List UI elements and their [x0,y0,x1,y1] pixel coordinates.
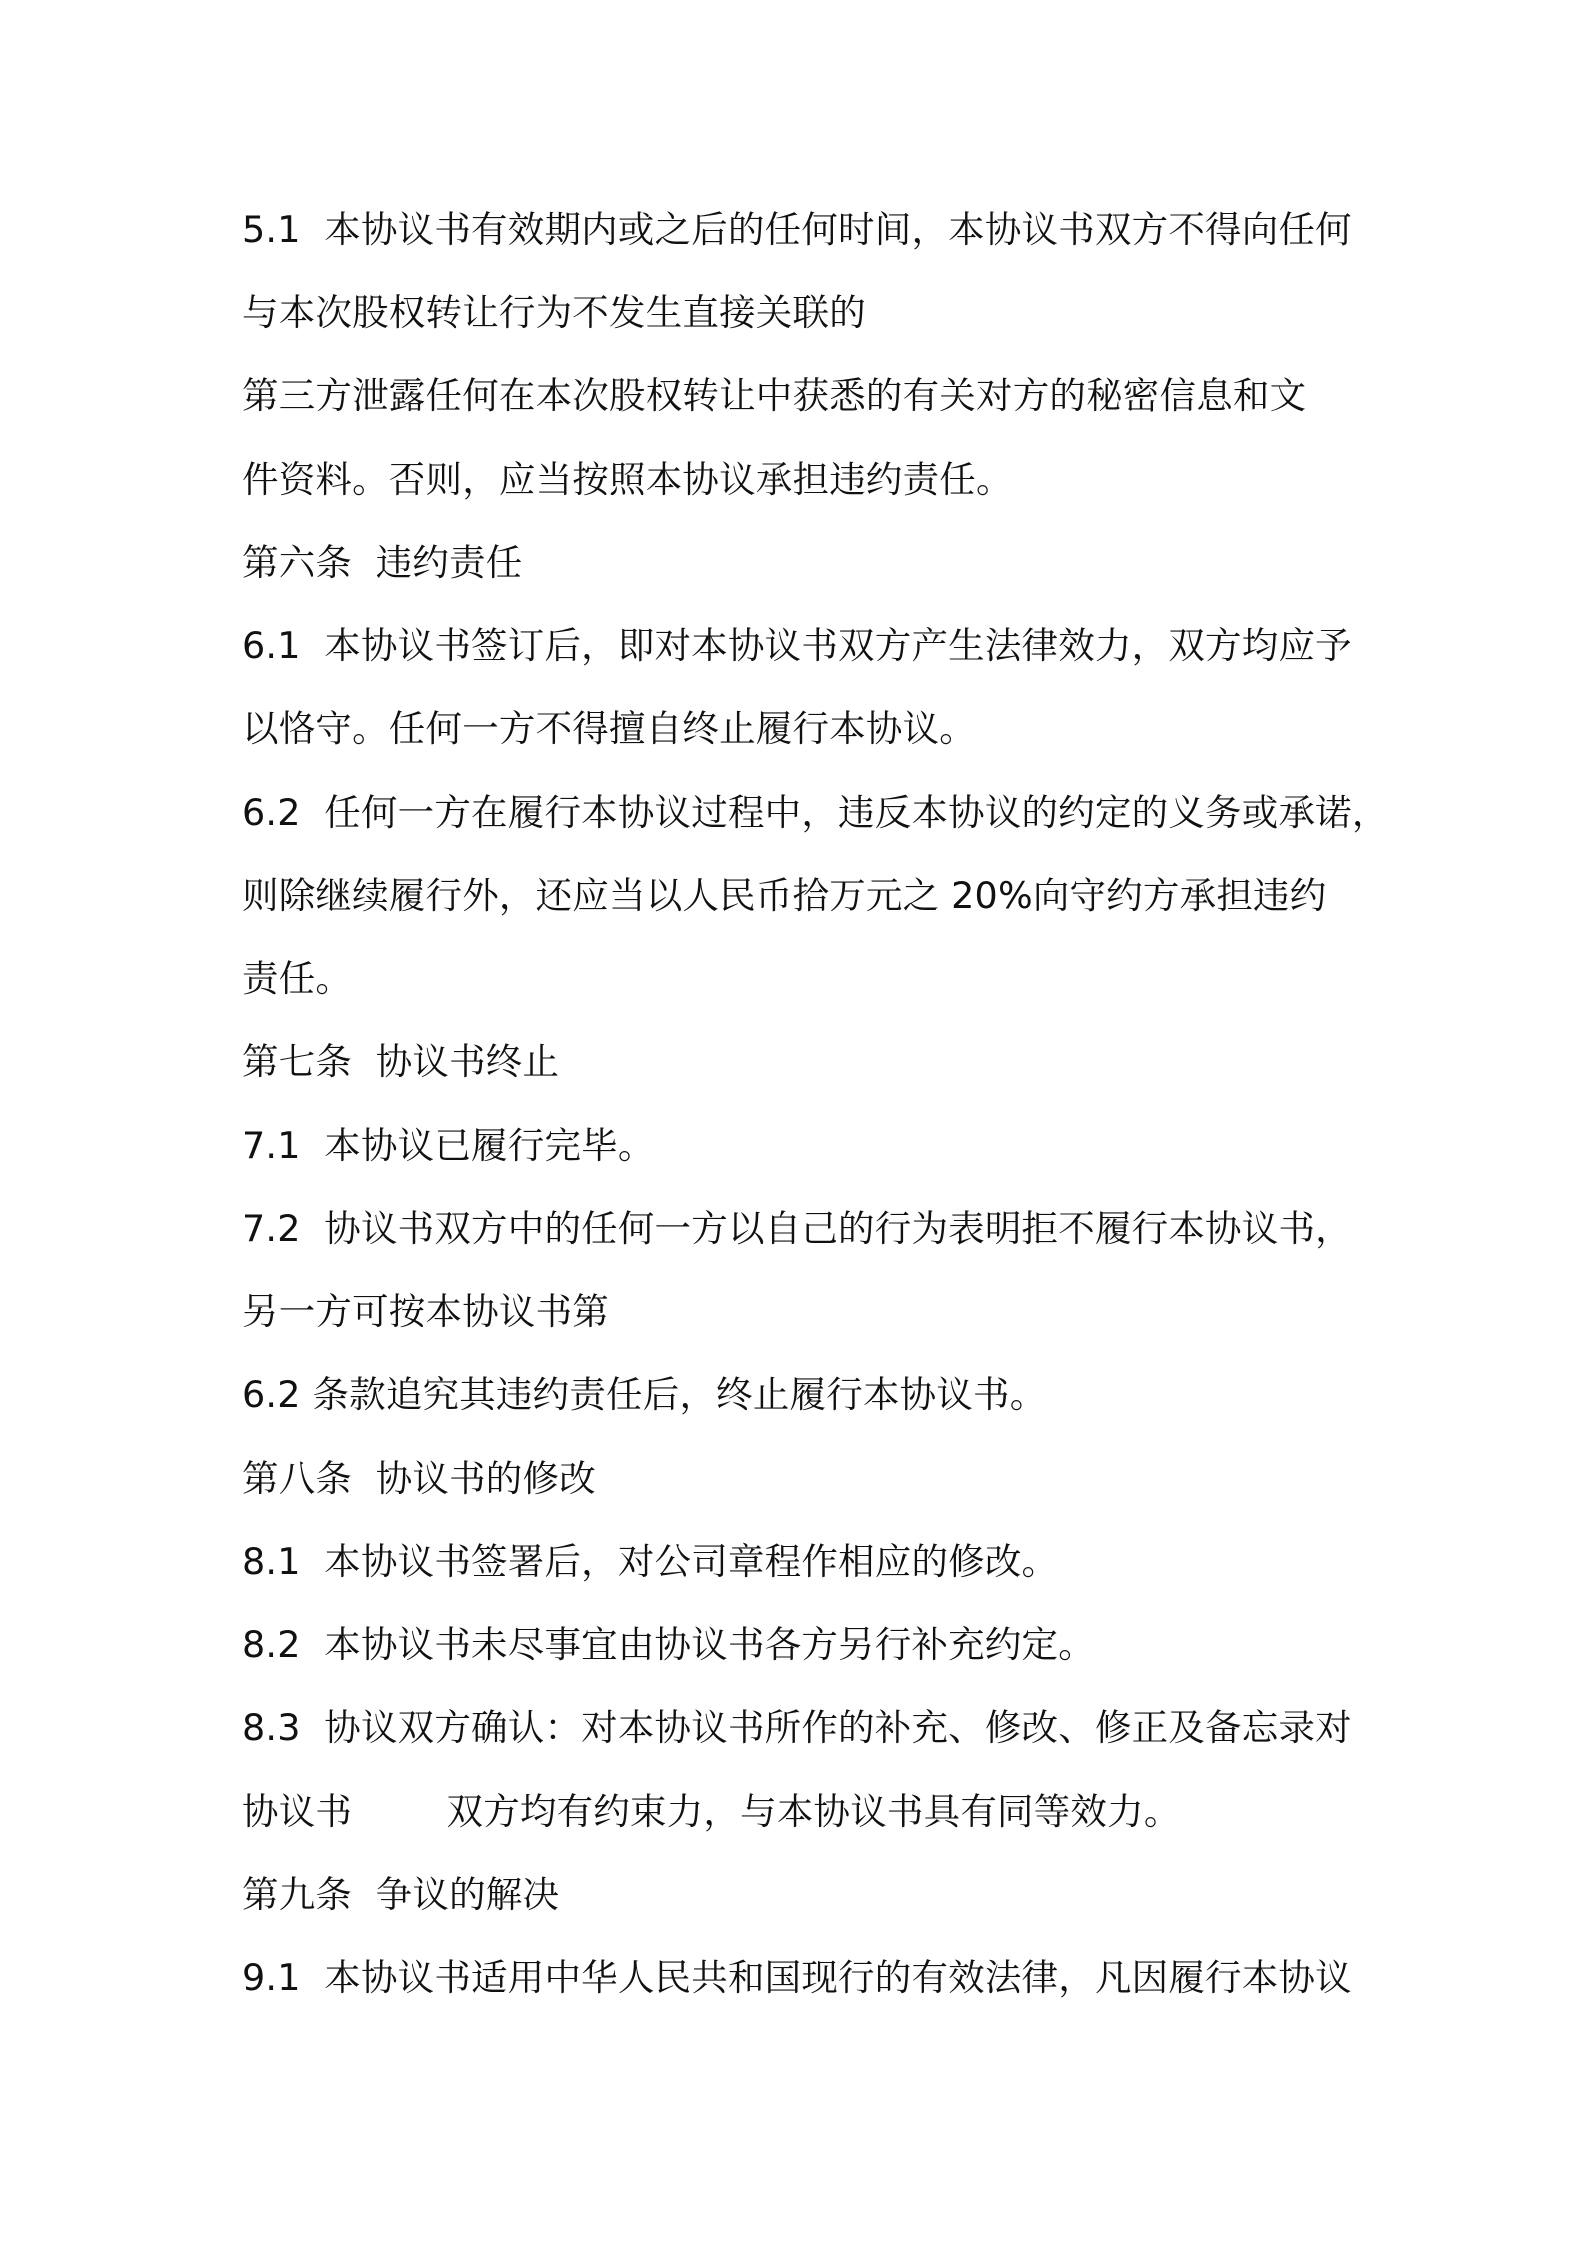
text-line-6-2-c: 责任。 [242,957,353,1000]
text-line-6-2-a: 6.2 任何一方在履行本协议过程中，违反本协议的约定的义务或承诺， [242,791,1389,834]
article-6-heading: 第六条 违约责任 [242,541,523,584]
text-line-5-1-d: 件资料。否则，应当按照本协议承担违约责任。 [242,458,1013,501]
text-line-7-1: 7.1 本协议已履行完毕。 [242,1124,655,1167]
text-line-6-2-b: 则除继续履行外，还应当以人民币拾万元之 20%向守约方承担违约 [242,874,1327,917]
text-line-7-2-a: 7.2 协议书双方中的任何一方以自己的行为表明拒不履行本协议书， [242,1207,1352,1250]
text-line-5-1-b: 与本次股权转让行为不发生直接关联的 [242,291,866,334]
text-line-8-3-b: 协议书 双方均有约束力，与本协议书具有同等效力。 [242,1790,1181,1833]
text-line-5-1-c: 第三方泄露任何在本次股权转让中获悉的有关对方的秘密信息和文 [242,374,1307,417]
text-line-5-1-a: 5.1 本协议书有效期内或之后的任何时间，本协议书双方不得向任何 [242,208,1352,251]
text-line-7-2-c: 6.2 条款追究其违约责任后，终止履行本协议书。 [242,1373,1047,1416]
article-8-heading: 第八条 协议书的修改 [242,1457,596,1500]
article-9-heading: 第九条 争议的解决 [242,1873,560,1916]
article-7-heading: 第七条 协议书终止 [242,1040,560,1083]
text-line-8-1: 8.1 本协议书签署后，对公司章程作相应的修改。 [242,1540,1059,1583]
text-line-9-1: 9.1 本协议书适用中华人民共和国现行的有效法律，凡因履行本协议 [242,1956,1352,1999]
text-line-7-2-b: 另一方可按本协议书第 [242,1290,609,1333]
text-line-8-3-a: 8.3 协议双方确认：对本协议书所作的补充、修改、修正及备忘录对 [242,1706,1352,1749]
text-line-8-2: 8.2 本协议书未尽事宜由协议书各方另行补充约定。 [242,1623,1095,1666]
text-line-6-1-b: 以恪守。任何一方不得擅自终止履行本协议。 [242,707,976,750]
text-line-6-1-a: 6.1 本协议书签订后，即对本协议书双方产生法律效力，双方均应予 [242,624,1352,667]
